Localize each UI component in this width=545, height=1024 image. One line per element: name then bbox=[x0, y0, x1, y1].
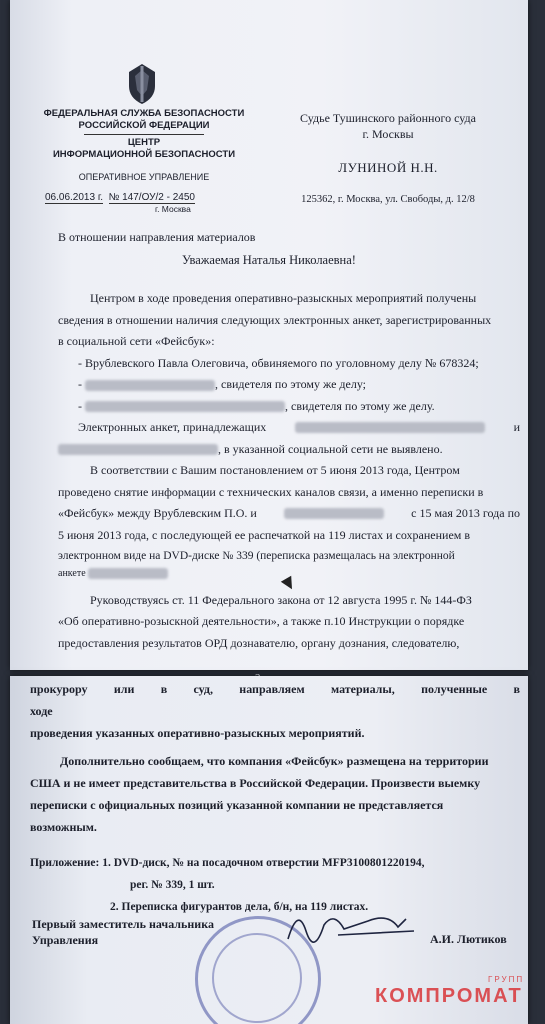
body-line: 5 июня 2013 года, с последующей ее распечаткой на 119 листах и сохранением в bbox=[58, 527, 471, 542]
body-line: Дополнительно сообщаем, что компания «Фейсбук» размещена на территории bbox=[60, 754, 489, 768]
body-line: США и не имеет представительства в Российской Федерации. Произвести выемку bbox=[30, 776, 481, 790]
body-line: прокурору или в суд, направляем материалы, полученные в ходе bbox=[30, 682, 520, 718]
watermark-small: ГРУПП bbox=[488, 975, 525, 984]
body-line-text: с 15 мая 2013 года по bbox=[411, 506, 520, 520]
redaction bbox=[284, 508, 384, 519]
signatory-title-line-1: Первый заместитель начальника bbox=[32, 917, 214, 931]
letter-page-2 bbox=[10, 676, 528, 1024]
body-line-text: , свидетеля по этому же делу; bbox=[215, 377, 367, 391]
subject-line: В отношении направления материалов bbox=[58, 230, 256, 244]
body-line: электронном виде на DVD-диске № 339 (переписка размещалась на электронной bbox=[58, 550, 455, 562]
body-line: Руководствуясь ст. 11 Федерального закона от 12 августа 1995 г. № 144-ФЗ bbox=[90, 592, 472, 607]
body-line: - Врублевского Павла Олеговича, обвиняемого по уголовному делу № 678324; bbox=[78, 355, 479, 370]
body-line: - , свидетеля по этому же делу; bbox=[78, 377, 367, 391]
greeting: Уважаемая Наталья Николаевна! bbox=[182, 253, 356, 267]
center-line-1: ЦЕНТР bbox=[127, 137, 161, 148]
body-line: сведения в отношении наличия следующих электронных анкет, зарегистрированных bbox=[58, 312, 492, 327]
body-line: переписки с официальных позиций указанной компании не представляется bbox=[30, 798, 444, 812]
attachment-line: 2. Переписка фигурантов дела, б/н, на 119 листах. bbox=[110, 901, 369, 913]
body-line-text: , в указанной социальной сети не выявлено. bbox=[218, 441, 443, 456]
department: ОПЕРАТИВНОЕ УПРАВЛЕНИЕ bbox=[78, 172, 210, 182]
signatory-title bbox=[32, 916, 214, 948]
body-line: Центром в ходе проведения оперативно-разыскных мероприятий получены bbox=[90, 291, 477, 305]
redaction bbox=[88, 568, 168, 579]
recipient-name: ЛУНИНОЙ Н.Н. bbox=[338, 160, 438, 175]
body-line: проведения указанных оперативно-разыскных мероприятий. bbox=[30, 726, 365, 740]
body-line bbox=[58, 439, 520, 461]
fsb-emblem-icon bbox=[125, 62, 159, 106]
recipient-line-1: Судье Тушинского районного суда bbox=[300, 111, 476, 125]
reg-number: № 147/ОУ/2 - 2450 bbox=[108, 192, 195, 203]
body-line bbox=[58, 417, 520, 439]
attachment-line: рег. № 339, 1 шт. bbox=[130, 879, 215, 891]
body-line-text: анкете bbox=[58, 567, 86, 579]
signature-icon bbox=[278, 901, 418, 951]
registration-line bbox=[45, 192, 275, 214]
agency-line-1: ФЕДЕРАЛЬНАЯ СЛУЖБА БЕЗОПАСНОСТИ bbox=[43, 108, 245, 119]
body-line: проведено снятие информации с технических каналов связи, а именно переписки в bbox=[58, 484, 484, 499]
reg-date: 06.06.2013 г. bbox=[45, 192, 104, 203]
letter-body-continued bbox=[30, 678, 520, 918]
body-line-text: «Фейсбук» между Врублевским П.О. и bbox=[58, 506, 257, 520]
center-line-2: ИНФОРМАЦИОННОЙ БЕЗОПАСНОСТИ bbox=[52, 149, 236, 160]
signatory-name: А.И. Лютиков bbox=[430, 932, 507, 946]
recipient-header bbox=[278, 110, 498, 208]
body-line: «Об оперативно-розыскной деятельности», а также п.10 Инструкции о порядке bbox=[58, 614, 465, 628]
body-line: В соответствии с Вашим постановлением от 5 июня 2013 года, Центром bbox=[90, 463, 460, 477]
body-line: возможным. bbox=[30, 820, 97, 834]
watermark: КОМПРОМАТ bbox=[375, 985, 523, 1007]
recipient-address: 125362, г. Москва, ул. Свободы, д. 12/8 bbox=[301, 194, 475, 205]
redaction bbox=[85, 380, 215, 391]
body-line-text: , свидетеля по этому же делу. bbox=[285, 398, 435, 413]
letter-page-1 bbox=[10, 0, 528, 670]
body-line: в социальной сети «Фейсбук»: bbox=[58, 334, 215, 348]
reg-city: г. Москва bbox=[155, 204, 191, 214]
letter-body bbox=[58, 288, 520, 654]
attachment-line: Приложение: 1. DVD-диск, № на посадочном отверстии MFP3100801220194, bbox=[30, 857, 425, 869]
redaction bbox=[295, 422, 485, 433]
sender-header bbox=[30, 108, 258, 183]
redaction bbox=[58, 444, 218, 455]
signatory-title-line-2: Управления bbox=[32, 933, 99, 947]
agency-line-2: РОССИЙСКОЙ ФЕДЕРАЦИИ bbox=[78, 120, 210, 131]
recipient-line-2: г. Москвы bbox=[362, 127, 414, 141]
body-line-text: и bbox=[513, 420, 520, 434]
body-line-text: Электронных анкет, принадлежащих bbox=[78, 420, 267, 434]
body-line: - , свидетеля по этому же делу. bbox=[78, 398, 435, 413]
body-line bbox=[58, 503, 520, 525]
header-rule bbox=[84, 134, 204, 135]
body-line: предоставления результатов ОРД дознавателю, органу дознания, следователю, bbox=[58, 635, 460, 650]
redaction bbox=[85, 401, 285, 412]
